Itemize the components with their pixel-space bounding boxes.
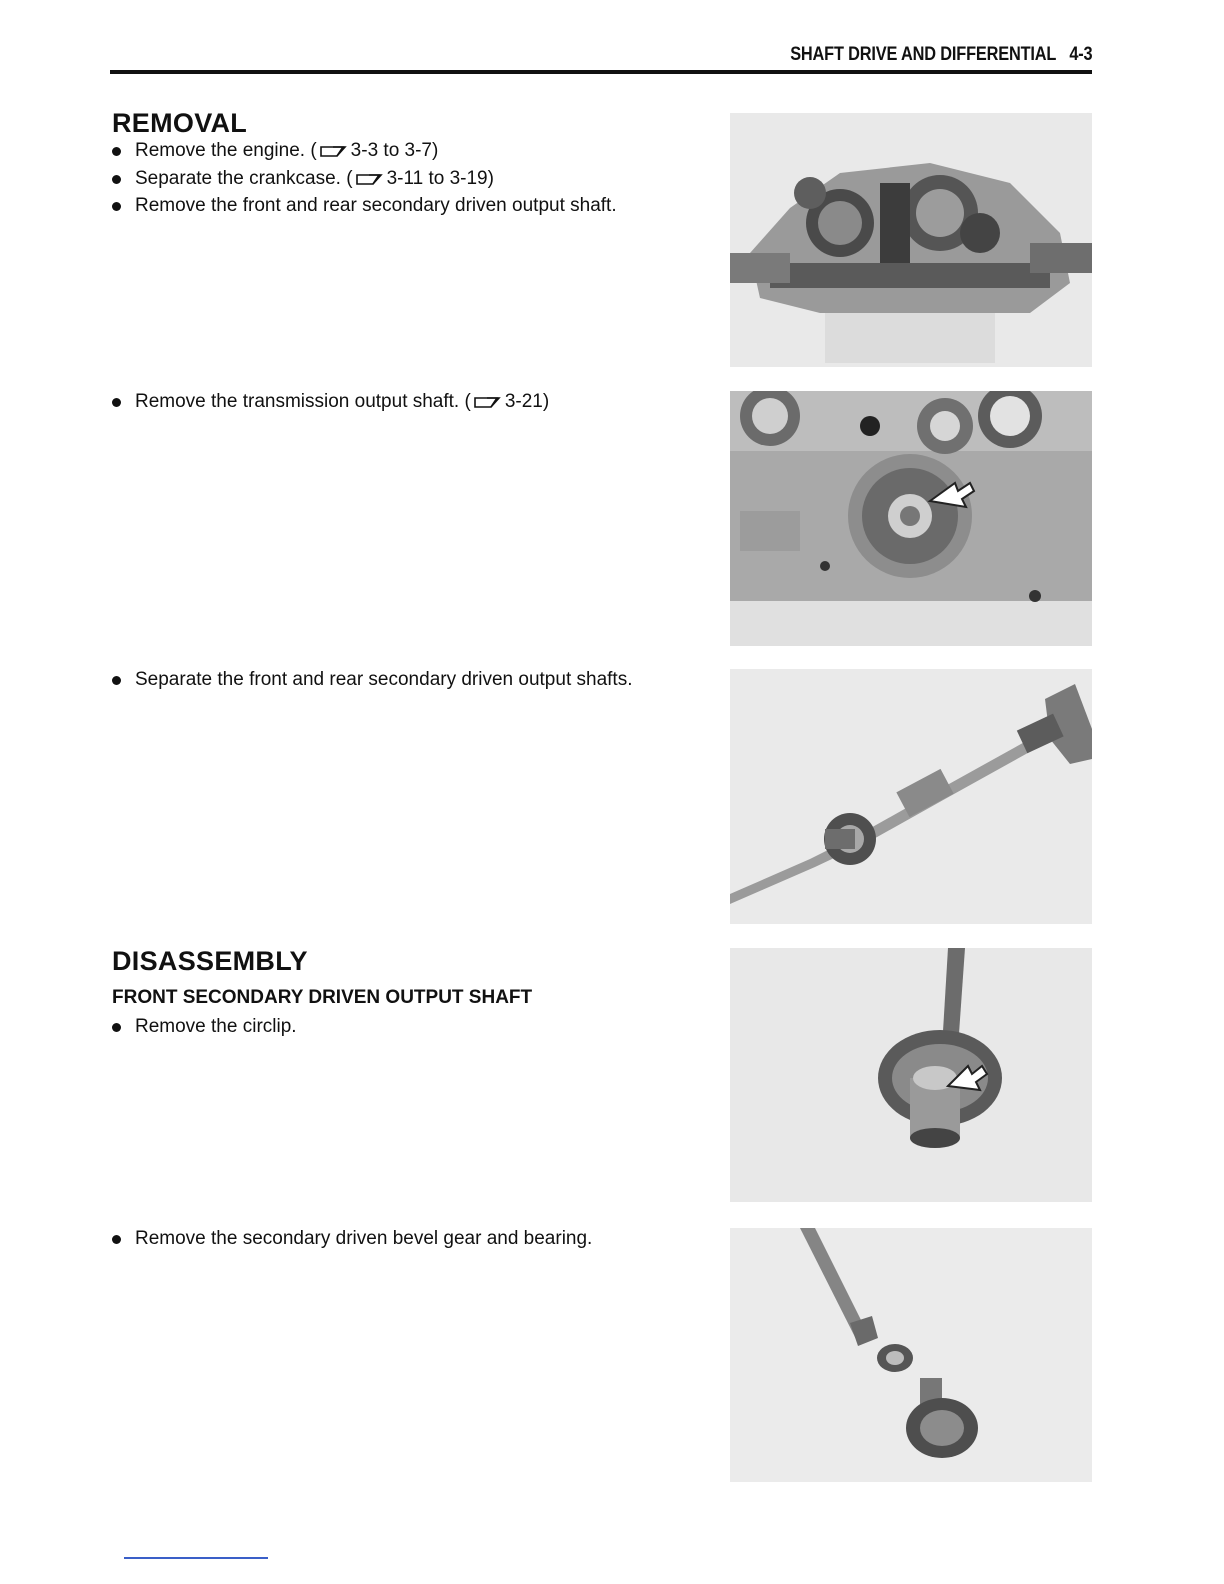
list-item: Remove the secondary driven bevel gear and bearing. (112, 1228, 592, 1250)
bullet-icon (112, 175, 121, 184)
page-number: 4-3 (1068, 44, 1092, 65)
disassembly-heading: DISASSEMBLY (112, 946, 308, 976)
photo-crankcase-shafts (730, 113, 1092, 367)
photo-bevel-gear-bearing (730, 1228, 1092, 1482)
list-item: Remove the engine. ( 3-3 to 3-7) (112, 140, 438, 162)
list-item: Remove the front and rear secondary driven output shaft. (112, 195, 617, 217)
photo-circlip (730, 948, 1092, 1202)
disassembly-subheading: FRONT SECONDARY DRIVEN OUTPUT SHAFT (112, 987, 533, 1008)
header-rule (110, 70, 1092, 74)
bullet-icon (112, 1235, 121, 1244)
bullet-icon (112, 1023, 121, 1032)
list-item: Remove the circlip. (112, 1016, 297, 1038)
photo-transmission-output-shaft (730, 391, 1092, 646)
list-item: Separate the crankcase. ( 3-11 to 3-19) (112, 168, 494, 190)
page-reference-icon (319, 144, 349, 158)
list-item: Separate the front and rear secondary driven output shafts. (112, 669, 632, 691)
bullet-icon (112, 147, 121, 156)
page-reference-icon (355, 172, 385, 186)
page-reference-icon (473, 395, 503, 409)
bullet-icon (112, 676, 121, 685)
removal-heading: REMOVAL (112, 108, 248, 138)
photo-secondary-output-shafts (730, 669, 1092, 924)
section-title: SHAFT DRIVE AND DIFFERENTIAL 4-3 (789, 44, 1092, 65)
list-item: Remove the transmission output shaft. ( 3-21) (112, 391, 549, 413)
bullet-icon (112, 202, 121, 211)
bullet-icon (112, 398, 121, 407)
footer-rule (124, 1557, 268, 1559)
